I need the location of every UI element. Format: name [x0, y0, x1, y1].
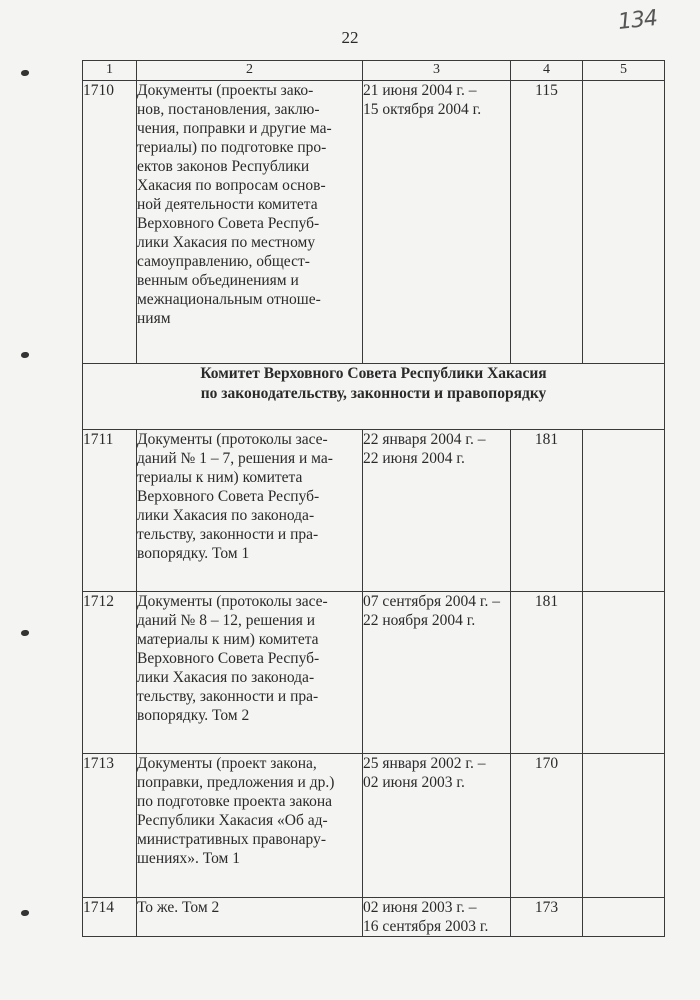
description-line: нов, постановления, заклю- [137, 101, 320, 118]
date-line: 07 сентября 2004 г. – [363, 593, 500, 610]
date-line: 02 июня 2003 г. – [363, 899, 477, 916]
handwritten-archive-number: 134 [616, 6, 659, 35]
inventory-table [82, 60, 665, 937]
section-heading [83, 364, 665, 430]
date-line: 25 января 2002 г. – [363, 755, 486, 772]
section-heading-line: Комитет Верховного Совета Республики Хакасия [200, 365, 547, 382]
description-line: вопорядку. Том 1 [137, 545, 250, 562]
description-line: Документы (протоколы засе- [137, 431, 328, 448]
description-line: тельству, законности и пра- [137, 688, 319, 705]
description-line: ектов законов Республики [137, 158, 310, 175]
date-line: 02 июня 2003 г. [363, 774, 465, 791]
item-date-range [363, 81, 511, 364]
item-page-count: 181 [511, 592, 583, 754]
column-number: 2 [137, 61, 363, 81]
punch-hole-mark-icon [18, 68, 32, 78]
item-number: 1710 [83, 81, 137, 364]
description-line: ной деятельности комитета [137, 196, 318, 213]
section-heading-row [83, 364, 665, 430]
item-note [583, 754, 665, 898]
date-line: 22 ноября 2004 г. [363, 612, 476, 629]
item-description [137, 81, 363, 364]
column-number: 3 [363, 61, 511, 81]
punch-hole-mark-icon [18, 350, 32, 360]
description-line: ниям [137, 310, 171, 327]
date-line: 15 октября 2004 г. [363, 101, 482, 118]
column-number: 5 [583, 61, 665, 81]
description-line: Верховного Совета Респуб- [137, 488, 320, 505]
item-number: 1712 [83, 592, 137, 754]
description-line: Документы (протоколы засе- [137, 593, 328, 610]
item-page-count: 173 [511, 898, 583, 937]
column-number-row [83, 61, 665, 81]
table-row [83, 81, 665, 364]
page-number: 22 [341, 28, 359, 47]
column-number: 4 [511, 61, 583, 81]
description-line: межнациональным отноше- [137, 291, 321, 308]
item-description [137, 898, 363, 937]
item-number: 1711 [83, 430, 137, 592]
description-line: вопорядку. Том 2 [137, 707, 250, 724]
item-description [137, 754, 363, 898]
description-line: Документы (проект закона, [137, 755, 317, 772]
description-line: чения, поправки и другие ма- [137, 120, 332, 137]
date-line: 21 июня 2004 г. – [363, 82, 477, 99]
description-line: самоуправлению, общест- [137, 253, 310, 270]
description-line: шениях». Том 1 [137, 850, 240, 867]
description-line: даний № 1 – 7, решения и ма- [137, 450, 333, 467]
table-row [83, 430, 665, 592]
item-note [583, 898, 665, 937]
date-line: 22 января 2004 г. – [363, 431, 486, 448]
item-page-count: 181 [511, 430, 583, 592]
table-row [83, 898, 665, 937]
description-line: по подготовке проекта закона [137, 793, 333, 810]
item-note [583, 592, 665, 754]
description-line: лики Хакасия по законода- [137, 507, 315, 524]
description-line: териалы к ним) комитета [137, 469, 303, 486]
punch-hole-mark-icon [18, 628, 32, 638]
description-line: даний № 8 – 12, решения и [137, 612, 316, 629]
table-row [83, 754, 665, 898]
item-page-count: 115 [511, 81, 583, 364]
description-line: материалы к ним) комитета [137, 631, 319, 648]
item-date-range [363, 898, 511, 937]
punch-hole-mark-icon [18, 908, 32, 918]
description-line: министративных правонару- [137, 831, 327, 848]
description-line: Верховного Совета Респуб- [137, 650, 320, 667]
item-date-range [363, 754, 511, 898]
item-note [583, 430, 665, 592]
description-line: лики Хакасия по законода- [137, 669, 315, 686]
item-number: 1713 [83, 754, 137, 898]
item-description [137, 592, 363, 754]
description-line: Верховного Совета Респуб- [137, 215, 320, 232]
description-line: териалы) по подготовке про- [137, 139, 327, 156]
description-line: То же. Том 2 [137, 899, 220, 916]
date-line: 16 сентября 2003 г. [363, 918, 489, 935]
description-line: тельству, законности и пра- [137, 526, 319, 543]
item-note [583, 81, 665, 364]
item-description [137, 430, 363, 592]
date-line: 22 июня 2004 г. [363, 450, 465, 467]
item-number: 1714 [83, 898, 137, 937]
description-line: лики Хакасия по местному [137, 234, 316, 251]
item-date-range [363, 592, 511, 754]
description-line: Хакасия по вопросам основ- [137, 177, 326, 194]
item-date-range [363, 430, 511, 592]
column-number: 1 [83, 61, 137, 81]
description-line: Документы (проекты зако- [137, 82, 314, 99]
item-page-count: 170 [511, 754, 583, 898]
table-row [83, 592, 665, 754]
description-line: Республики Хакасия «Об ад- [137, 812, 328, 829]
section-heading-line: по законодательству, законности и правопорядку [200, 385, 547, 402]
description-line: поправки, предложения и др.) [137, 774, 335, 791]
description-line: венным объединениям и [137, 272, 299, 289]
